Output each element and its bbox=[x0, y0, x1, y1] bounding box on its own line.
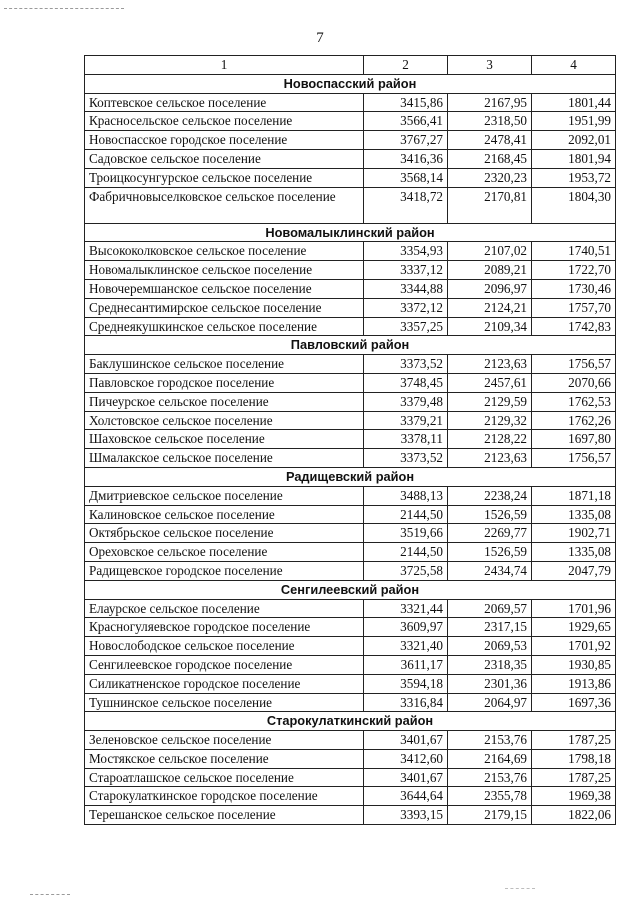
value-cell-col4: 1701,96 bbox=[532, 599, 616, 618]
value-cell-col2: 3379,21 bbox=[364, 411, 448, 430]
value-cell-col3: 2269,77 bbox=[448, 524, 532, 543]
value-cell-col4: 1742,83 bbox=[532, 317, 616, 336]
district-header-row bbox=[85, 74, 616, 93]
page-number: 7 bbox=[316, 30, 324, 46]
district-header-row bbox=[85, 336, 616, 355]
value-cell-col3: 2153,76 bbox=[448, 731, 532, 750]
settlement-name: Среднесантимирское сельское поселение bbox=[85, 298, 364, 317]
table-row bbox=[85, 411, 616, 430]
value-cell-col2: 2144,50 bbox=[364, 505, 448, 524]
table-row bbox=[85, 317, 616, 336]
settlement-name: Пичеурское сельское поселение bbox=[85, 392, 364, 411]
value-cell-col3: 2128,22 bbox=[448, 430, 532, 449]
table-row bbox=[85, 599, 616, 618]
district-header-row bbox=[85, 712, 616, 731]
value-cell-col3: 2124,21 bbox=[448, 298, 532, 317]
table-row bbox=[85, 449, 616, 468]
value-cell-col2: 3401,67 bbox=[364, 768, 448, 787]
table-row bbox=[85, 561, 616, 580]
value-cell-col2: 3611,17 bbox=[364, 655, 448, 674]
value-cell-col2: 3316,84 bbox=[364, 693, 448, 712]
settlement-name: Ореховское сельское поселение bbox=[85, 543, 364, 562]
table-header-row bbox=[85, 56, 616, 75]
value-cell-col2: 3644,64 bbox=[364, 787, 448, 806]
value-cell-col2: 3344,88 bbox=[364, 279, 448, 298]
value-cell-col4: 2092,01 bbox=[532, 131, 616, 150]
table-body bbox=[85, 74, 616, 824]
table-row bbox=[85, 187, 616, 223]
value-cell-col3: 2123,63 bbox=[448, 355, 532, 374]
settlement-name: Елаурское сельское поселение bbox=[85, 599, 364, 618]
table-row bbox=[85, 505, 616, 524]
table-row bbox=[85, 543, 616, 562]
value-cell-col4: 1335,08 bbox=[532, 505, 616, 524]
value-cell-col4: 1335,08 bbox=[532, 543, 616, 562]
value-cell-col3: 2129,59 bbox=[448, 392, 532, 411]
value-cell-col4: 1756,57 bbox=[532, 355, 616, 374]
value-cell-col3: 2355,78 bbox=[448, 787, 532, 806]
value-cell-col4: 1762,53 bbox=[532, 392, 616, 411]
settlement-name: Коптевское сельское поселение bbox=[85, 93, 364, 112]
table-row bbox=[85, 524, 616, 543]
column-header: 3 bbox=[448, 56, 532, 75]
table-row bbox=[85, 392, 616, 411]
table-row bbox=[85, 168, 616, 187]
value-cell-col4: 1722,70 bbox=[532, 261, 616, 280]
scan-edge-mark bbox=[4, 8, 124, 9]
settlement-name: Новомалыклинское сельское поселение bbox=[85, 261, 364, 280]
value-cell-col3: 1526,59 bbox=[448, 505, 532, 524]
value-cell-col2: 3321,40 bbox=[364, 637, 448, 656]
value-cell-col2: 3412,60 bbox=[364, 749, 448, 768]
settlement-name: Сенгилеевское городское поселение bbox=[85, 655, 364, 674]
table-row bbox=[85, 749, 616, 768]
settlement-name: Холстовское сельское поселение bbox=[85, 411, 364, 430]
value-cell-col2: 3418,72 bbox=[364, 187, 448, 223]
value-cell-col4: 1756,57 bbox=[532, 449, 616, 468]
value-cell-col4: 1953,72 bbox=[532, 168, 616, 187]
value-cell-col3: 2107,02 bbox=[448, 242, 532, 261]
table-row bbox=[85, 149, 616, 168]
value-cell-col2: 3378,11 bbox=[364, 430, 448, 449]
table-row bbox=[85, 655, 616, 674]
settlement-name: Мостякское сельское поселение bbox=[85, 749, 364, 768]
value-cell-col2: 3767,27 bbox=[364, 131, 448, 150]
settlement-name: Дмитриевское сельское поселение bbox=[85, 486, 364, 505]
value-cell-col4: 1697,36 bbox=[532, 693, 616, 712]
value-cell-col4: 1804,30 bbox=[532, 187, 616, 223]
value-cell-col3: 1526,59 bbox=[448, 543, 532, 562]
settlement-name: Шмалакское сельское поселение bbox=[85, 449, 364, 468]
value-cell-col3: 2089,21 bbox=[448, 261, 532, 280]
value-cell-col2: 3415,86 bbox=[364, 93, 448, 112]
settlement-name: Шаховское сельское поселение bbox=[85, 430, 364, 449]
value-cell-col4: 1701,92 bbox=[532, 637, 616, 656]
settlement-name: Павловское городское поселение bbox=[85, 373, 364, 392]
district-header-row bbox=[85, 580, 616, 599]
value-cell-col2: 3519,66 bbox=[364, 524, 448, 543]
table-row bbox=[85, 355, 616, 374]
value-cell-col4: 1801,94 bbox=[532, 149, 616, 168]
district-header-row bbox=[85, 467, 616, 486]
district-name: Сенгилеевский район bbox=[85, 580, 616, 599]
value-cell-col2: 3594,18 bbox=[364, 674, 448, 693]
value-cell-col3: 2317,15 bbox=[448, 618, 532, 637]
table-row bbox=[85, 242, 616, 261]
value-cell-col2: 3373,52 bbox=[364, 355, 448, 374]
value-cell-col4: 2070,66 bbox=[532, 373, 616, 392]
value-cell-col4: 1801,44 bbox=[532, 93, 616, 112]
table-row bbox=[85, 637, 616, 656]
settlement-name: Зеленовское сельское поселение bbox=[85, 731, 364, 750]
value-cell-col3: 2179,15 bbox=[448, 806, 532, 825]
settlement-name: Старокулаткинское городское поселение bbox=[85, 787, 364, 806]
table-row bbox=[85, 373, 616, 392]
value-cell-col2: 3337,12 bbox=[364, 261, 448, 280]
value-cell-col2: 3748,45 bbox=[364, 373, 448, 392]
value-cell-col3: 2069,53 bbox=[448, 637, 532, 656]
value-cell-col2: 3488,13 bbox=[364, 486, 448, 505]
settlement-name: Новослободское сельское поселение bbox=[85, 637, 364, 656]
settlement-name: Садовское сельское поселение bbox=[85, 149, 364, 168]
table-row bbox=[85, 298, 616, 317]
value-cell-col3: 2129,32 bbox=[448, 411, 532, 430]
table-row bbox=[85, 486, 616, 505]
value-cell-col3: 2109,34 bbox=[448, 317, 532, 336]
value-cell-col3: 2320,23 bbox=[448, 168, 532, 187]
settlement-name: Тушнинское сельское поселение bbox=[85, 693, 364, 712]
table-row bbox=[85, 93, 616, 112]
value-cell-col2: 3566,41 bbox=[364, 112, 448, 131]
settlement-name: Новочеремшанское сельское поселение bbox=[85, 279, 364, 298]
value-cell-col2: 3321,44 bbox=[364, 599, 448, 618]
district-name: Новомалыклинский район bbox=[85, 223, 616, 242]
value-cell-col2: 3725,58 bbox=[364, 561, 448, 580]
district-name: Старокулаткинский район bbox=[85, 712, 616, 731]
district-name: Павловский район bbox=[85, 336, 616, 355]
table-row bbox=[85, 693, 616, 712]
value-cell-col4: 1798,18 bbox=[532, 749, 616, 768]
table-row bbox=[85, 806, 616, 825]
value-cell-col3: 2457,61 bbox=[448, 373, 532, 392]
settlement-name: Радищевское городское поселение bbox=[85, 561, 364, 580]
settlement-name: Новоспасское городское поселение bbox=[85, 131, 364, 150]
value-cell-col4: 1762,26 bbox=[532, 411, 616, 430]
value-cell-col3: 2167,95 bbox=[448, 93, 532, 112]
table-row bbox=[85, 768, 616, 787]
settlement-name: Баклушинское сельское поселение bbox=[85, 355, 364, 374]
value-cell-col2: 3379,48 bbox=[364, 392, 448, 411]
value-cell-col4: 1930,85 bbox=[532, 655, 616, 674]
value-cell-col2: 3373,52 bbox=[364, 449, 448, 468]
value-cell-col4: 1757,70 bbox=[532, 298, 616, 317]
value-cell-col3: 2123,63 bbox=[448, 449, 532, 468]
value-cell-col2: 3568,14 bbox=[364, 168, 448, 187]
settlement-name: Красносельское сельское поселение bbox=[85, 112, 364, 131]
value-cell-col3: 2153,76 bbox=[448, 768, 532, 787]
settlement-name: Высококолковское сельское поселение bbox=[85, 242, 364, 261]
scan-edge-mark bbox=[30, 894, 70, 895]
settlement-name: Калиновское сельское поселение bbox=[85, 505, 364, 524]
value-cell-col2: 3357,25 bbox=[364, 317, 448, 336]
table-row bbox=[85, 261, 616, 280]
value-cell-col4: 1871,18 bbox=[532, 486, 616, 505]
table-row bbox=[85, 618, 616, 637]
settlement-name: Среднеякушкинское сельское поселение bbox=[85, 317, 364, 336]
value-cell-col4: 1730,46 bbox=[532, 279, 616, 298]
table-row bbox=[85, 731, 616, 750]
value-cell-col3: 2301,36 bbox=[448, 674, 532, 693]
value-cell-col4: 2047,79 bbox=[532, 561, 616, 580]
value-cell-col3: 2478,41 bbox=[448, 131, 532, 150]
value-cell-col3: 2069,57 bbox=[448, 599, 532, 618]
value-cell-col3: 2434,74 bbox=[448, 561, 532, 580]
value-cell-col4: 1697,80 bbox=[532, 430, 616, 449]
table-row bbox=[85, 279, 616, 298]
column-header: 4 bbox=[532, 56, 616, 75]
value-cell-col3: 2096,97 bbox=[448, 279, 532, 298]
scan-edge-mark bbox=[505, 888, 535, 889]
value-cell-col3: 2318,35 bbox=[448, 655, 532, 674]
value-cell-col2: 3354,93 bbox=[364, 242, 448, 261]
settlement-name: Октябрьское сельское поселение bbox=[85, 524, 364, 543]
settlement-name: Красногуляевское городское поселение bbox=[85, 618, 364, 637]
value-cell-col4: 1929,65 bbox=[532, 618, 616, 637]
settlement-name: Староатлашское сельское поселение bbox=[85, 768, 364, 787]
table-row bbox=[85, 112, 616, 131]
table-row bbox=[85, 131, 616, 150]
value-cell-col3: 2164,69 bbox=[448, 749, 532, 768]
settlement-name: Силикатненское городское поселение bbox=[85, 674, 364, 693]
value-cell-col3: 2170,81 bbox=[448, 187, 532, 223]
column-header: 2 bbox=[364, 56, 448, 75]
value-cell-col3: 2318,50 bbox=[448, 112, 532, 131]
district-name: Радищевский район bbox=[85, 467, 616, 486]
settlement-name: Терешанское сельское поселение bbox=[85, 806, 364, 825]
value-cell-col4: 1913,86 bbox=[532, 674, 616, 693]
value-cell-col4: 1951,99 bbox=[532, 112, 616, 131]
value-cell-col2: 3609,97 bbox=[364, 618, 448, 637]
value-cell-col2: 2144,50 bbox=[364, 543, 448, 562]
settlements-table bbox=[84, 55, 616, 825]
table-row bbox=[85, 787, 616, 806]
value-cell-col2: 3416,36 bbox=[364, 149, 448, 168]
value-cell-col4: 1740,51 bbox=[532, 242, 616, 261]
settlement-name: Фабричновыселковское сельское поселение bbox=[85, 187, 364, 223]
column-header: 1 bbox=[85, 56, 364, 75]
value-cell-col3: 2064,97 bbox=[448, 693, 532, 712]
value-cell-col4: 1787,25 bbox=[532, 768, 616, 787]
value-cell-col4: 1822,06 bbox=[532, 806, 616, 825]
table-row bbox=[85, 430, 616, 449]
value-cell-col2: 3372,12 bbox=[364, 298, 448, 317]
value-cell-col2: 3393,15 bbox=[364, 806, 448, 825]
value-cell-col2: 3401,67 bbox=[364, 731, 448, 750]
district-header-row bbox=[85, 223, 616, 242]
value-cell-col3: 2168,45 bbox=[448, 149, 532, 168]
table-row bbox=[85, 674, 616, 693]
value-cell-col4: 1787,25 bbox=[532, 731, 616, 750]
value-cell-col3: 2238,24 bbox=[448, 486, 532, 505]
settlement-name: Троицкосунгурское сельское поселение bbox=[85, 168, 364, 187]
value-cell-col4: 1969,38 bbox=[532, 787, 616, 806]
district-name: Новоспасский район bbox=[85, 74, 616, 93]
value-cell-col4: 1902,71 bbox=[532, 524, 616, 543]
